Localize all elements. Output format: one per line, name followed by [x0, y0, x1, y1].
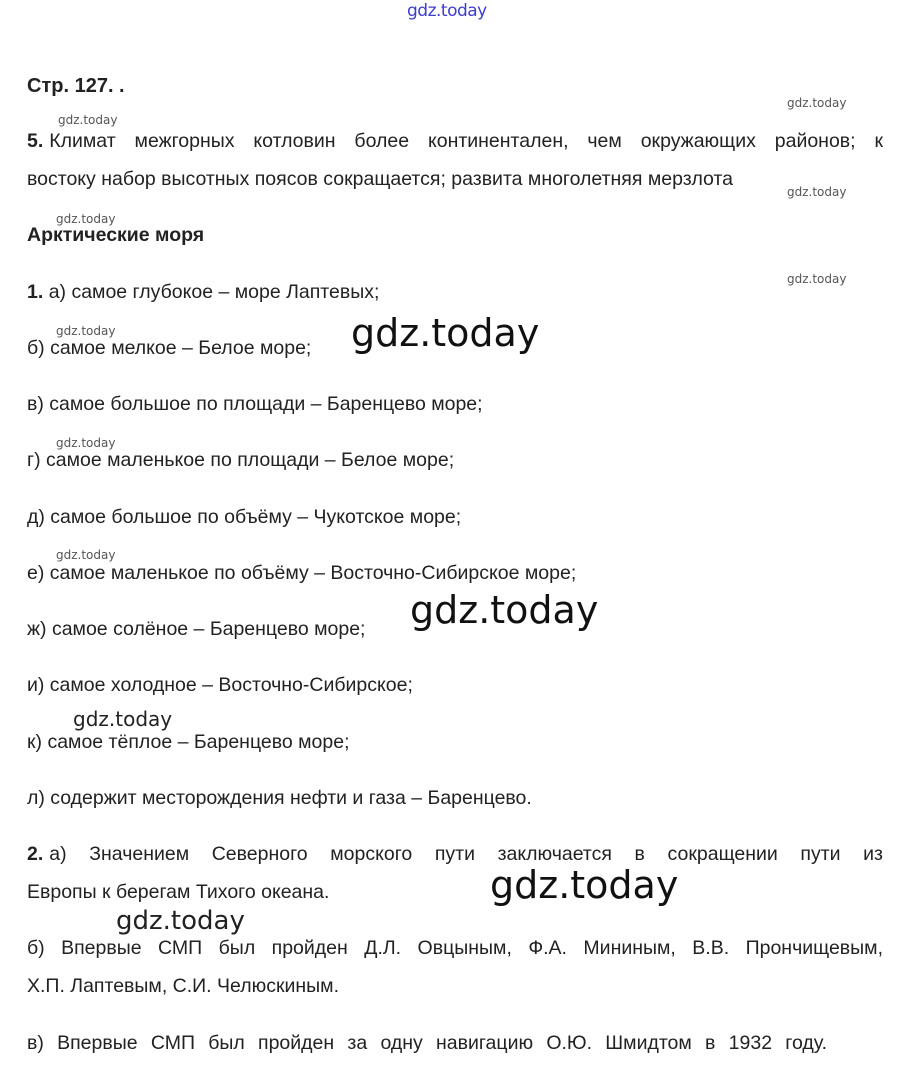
list-item: в) самое большое по площади – Баренцево море; — [27, 393, 483, 415]
watermark-medium: gdz.today — [73, 707, 173, 731]
watermark-small: gdz.today — [787, 272, 847, 286]
watermark-small: gdz.today — [787, 96, 847, 110]
watermark-large: gdz.today — [490, 863, 679, 907]
q5-text-line-2: востоку набор высотных поясов сокращается; развита многолетняя мерзлота — [27, 168, 734, 190]
q5-text-line-1: Климат межгорных котловин более континентален, чем окружающих районов; к — [49, 130, 883, 152]
watermark-small: gdz.today — [56, 212, 116, 226]
list-item: и) самое холодное – Восточно-Сибирское; — [27, 674, 413, 696]
watermark-small: gdz.today — [56, 436, 116, 450]
list-item: д) самое большое по объёму – Чукотское море; — [27, 506, 462, 528]
q2-v-text-line-1: в) Впервые СМП был пройден за одну навигацию О.Ю. Шмидтом в 1932 году. — [27, 1032, 827, 1054]
list-item: к) самое тёплое – Баренцево море; — [27, 731, 350, 753]
page-title: Стр. 127. . — [27, 75, 125, 97]
list-item: е) самое маленькое по объёму – Восточно-Сибирское море; — [27, 562, 577, 584]
watermark-top: gdz.today — [407, 1, 487, 21]
watermark-small: gdz.today — [787, 185, 847, 199]
list-item: ж) самое солёное – Баренцево море; — [27, 618, 366, 640]
q2-a-line-1 — [27, 845, 883, 865]
q2-number: 2. — [27, 843, 44, 865]
list-item: г) самое маленькое по площади – Белое море; — [27, 449, 455, 471]
list-item — [27, 283, 379, 303]
q2-a-text-line-1: а) Значением Северного морского пути заключается в сокращении пути из — [49, 843, 883, 865]
list-item: б) самое мелкое – Белое море; — [27, 337, 312, 359]
watermark-small: gdz.today — [58, 113, 118, 127]
q2-a-text-line-2: Европы к берегам Тихого океана. — [27, 881, 330, 903]
list-item-text: а) самое глубокое – море Лаптевых; — [48, 281, 380, 303]
watermark-large: gdz.today — [410, 588, 599, 632]
watermark-large: gdz.today — [351, 311, 540, 355]
section-title: Арктические моря — [27, 224, 205, 246]
q5-number-label: 5. — [27, 130, 44, 152]
watermark-small: gdz.today — [56, 548, 116, 562]
watermark-medium: gdz.today — [116, 906, 245, 936]
q5-line-1-text — [27, 132, 883, 152]
list-item: л) содержит месторождения нефти и газа – Баренцево. — [27, 787, 532, 809]
q1-number: 1. — [27, 281, 44, 303]
watermark-small: gdz.today — [56, 324, 116, 338]
q2-b-text-line-1: б) Впервые СМП был пройден Д.Л. Овцыным, Ф.А. Мининым, В.В. Прончищевым, — [27, 937, 883, 959]
q2-b-text-line-2: Х.П. Лаптевым, С.И. Челюскиным. — [27, 975, 339, 997]
